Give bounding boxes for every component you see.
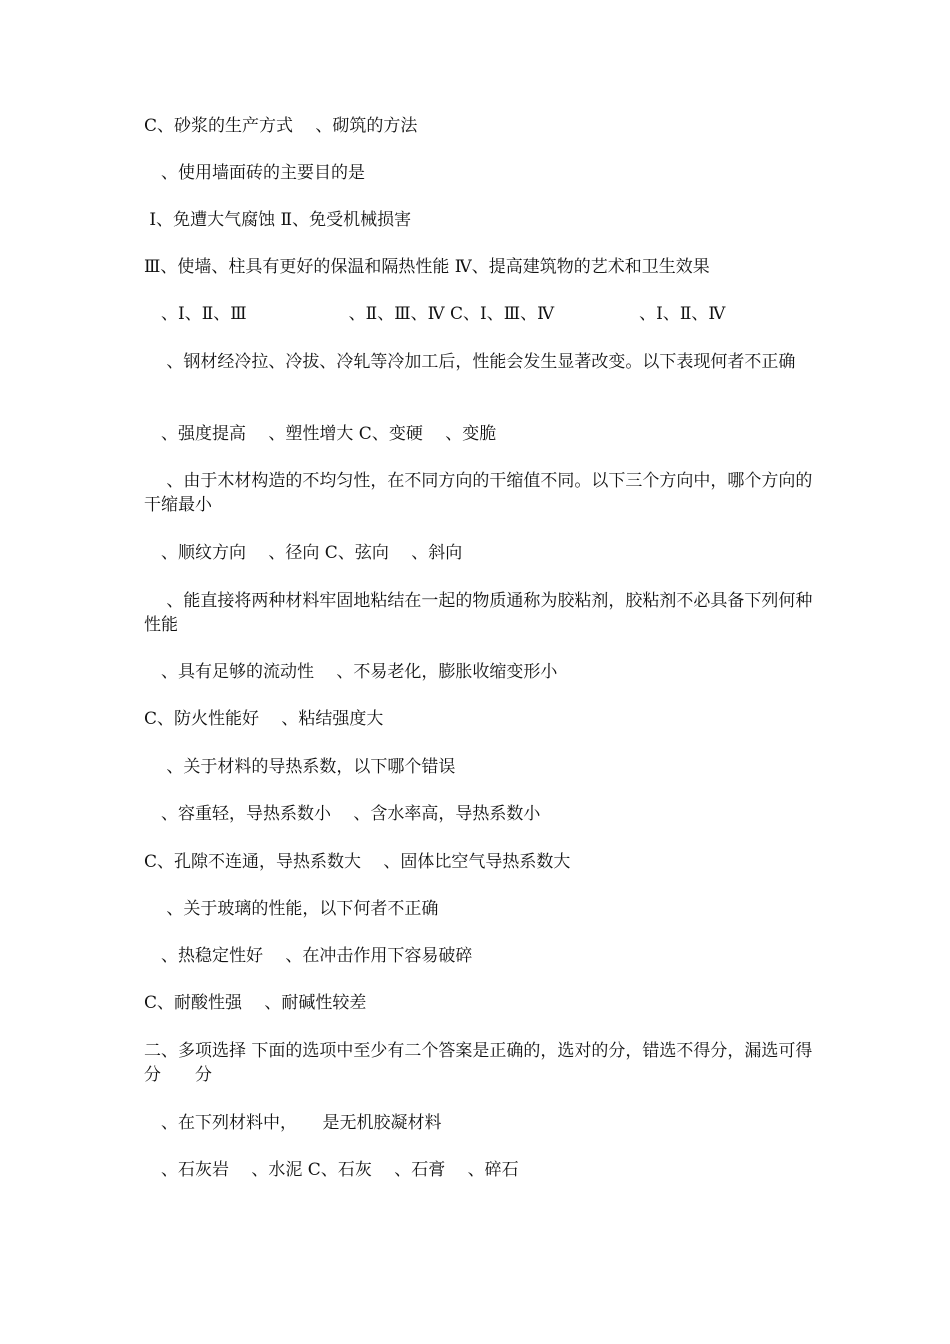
section-heading: 二、多项选择 下面的选项中至少有二个答案是正确的，选对的分，错选不得分，漏选可得分 分: [144, 1041, 813, 1085]
option-line: C、砂浆的生产方式 、砌筑的方法: [144, 116, 418, 136]
option-line: 、强度提高 、塑性增大 C、变硬 、变脆: [144, 424, 497, 444]
statement-line: Ⅰ、免遭大气腐蚀 Ⅱ、免受机械损害: [144, 210, 412, 230]
option-line: 、Ⅰ、Ⅱ、Ⅲ 、Ⅱ、Ⅲ、Ⅳ C、Ⅰ、Ⅲ、Ⅳ 、Ⅰ、Ⅱ、Ⅳ: [144, 304, 726, 324]
question-line: 、关于材料的导热系数，以下哪个错误: [144, 757, 456, 777]
option-line: C、孔隙不连通，导热系数大 、固体比空气导热系数大: [144, 852, 571, 872]
option-line: 、容重轻，导热系数小 、含水率高，导热系数小: [144, 804, 541, 824]
option-line: 、石灰岩 、水泥 C、石灰 、石膏 、碎石: [144, 1160, 519, 1180]
question-line: 、使用墙面砖的主要目的是: [144, 163, 365, 183]
question-line: 、由于木材构造的不均匀性，在不同方向的干缩值不同。以下三个方向中，哪个方向的干缩最小: [144, 471, 813, 515]
question-line: 、关于玻璃的性能，以下何者不正确: [144, 899, 439, 919]
option-line: C、耐酸性强 、耐碱性较差: [144, 993, 367, 1013]
statement-line: Ⅲ、使墙、柱具有更好的保温和隔热性能 Ⅳ、提高建筑物的艺术和卫生效果: [144, 257, 710, 277]
option-line: 、顺纹方向 、径向 C、弦向 、斜向: [144, 543, 463, 563]
question-line: 、钢材经冷拉、冷拔、冷轧等冷加工后，性能会发生显著改变。以下表现何者不正确: [144, 352, 796, 372]
option-line: C、防火性能好 、粘结强度大: [144, 709, 384, 729]
option-line: 、热稳定性好 、在冲击作用下容易破碎: [144, 946, 473, 966]
question-line: 、在下列材料中， 是无机胶凝材料: [144, 1113, 442, 1133]
option-line: 、具有足够的流动性 、不易老化，膨胀收缩变形小: [144, 662, 558, 682]
question-line: 、能直接将两种材料牢固地粘结在一起的物质通称为胶粘剂，胶粘剂不必具备下列何种性能: [144, 591, 813, 635]
